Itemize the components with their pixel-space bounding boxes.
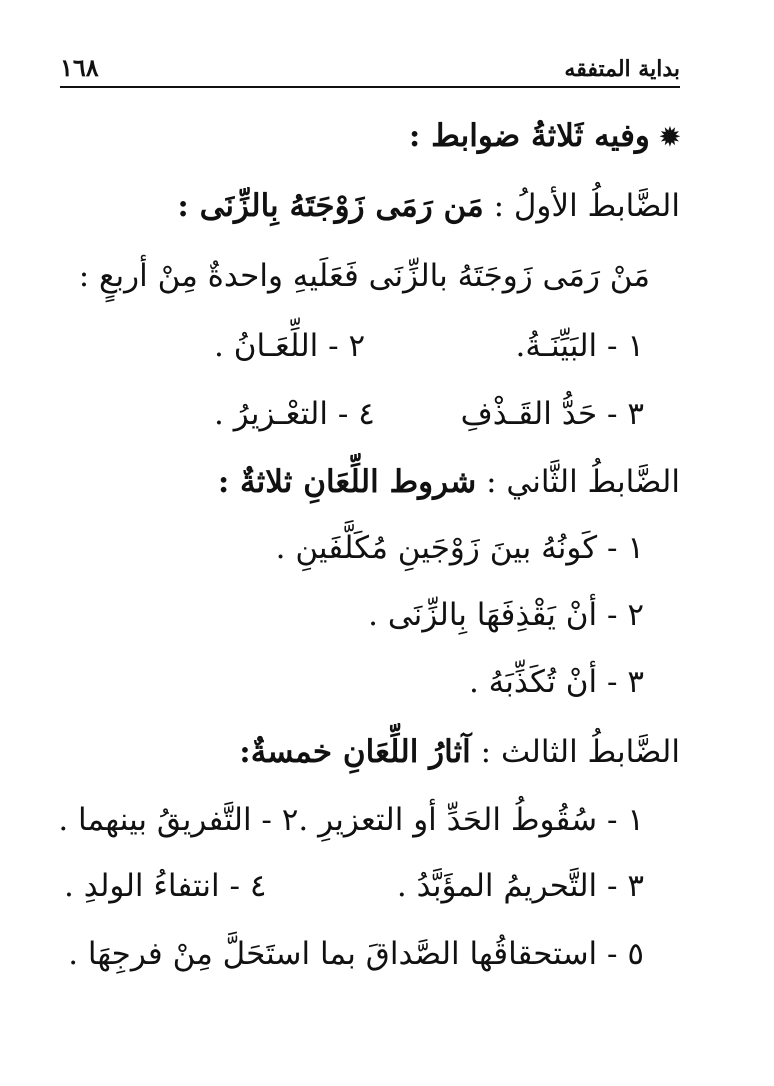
rule3-item-3: ٣ - التَّحريمُ المؤَبَّدُ . — [396, 868, 644, 904]
rule3-label: الضَّابطُ الثالث : — [480, 734, 680, 770]
rule1-item-1: ١ - البَيِّنَـةُ. — [515, 328, 644, 364]
rule2-item-2: ٢ - أنْ يَقْذِفَهَا بِالزِّنَى . — [368, 597, 644, 633]
rule2-item-1: ١ - كَونُهُ بينَ زَوْجَينِ مُكَلَّفَينِ . — [275, 530, 644, 566]
rule3-title: آثارُ اللِّعَانِ خمسةٌ: — [239, 734, 471, 770]
rule1-title: مَن رَمَى زَوْجَتَهُ بِالزِّنَى : — [177, 188, 484, 224]
rule3-items-row-2 — [64, 868, 644, 904]
rule2-heading — [218, 464, 680, 501]
rule1-item-4: ٤ - التعْـزيرُ . — [214, 396, 375, 432]
rule1-item-3: ٣ - حَدُّ القَـذْفِ — [460, 396, 644, 432]
rule3-items-row-1 — [58, 802, 644, 838]
rule1-heading — [177, 188, 680, 225]
running-title: بداية المتفقه — [564, 56, 680, 82]
rule3-item-2: ٢ - التَّفريقُ بينهما . — [58, 802, 299, 838]
bullet-icon: ✹ — [659, 122, 680, 152]
rule3-item-5: ٥ - استحقاقُها الصَّداقَ بما استَحَلَّ مِنْ فرجِهَا . — [68, 936, 644, 972]
rule1-item-2: ٢ - اللِّعَـانُ . — [214, 328, 366, 364]
rule1-statement: مَنْ رَمَى زَوجَتَهُ بالزِّنَى فَعَلَيهِ واحدةٌ مِنْ أربعٍ : — [78, 258, 650, 294]
rule2-title: شروط اللِّعَانِ ثلاثةٌ : — [217, 464, 477, 500]
rule1-label: الضَّابطُ الأولُ : — [493, 188, 680, 224]
section-heading-text: وفيه ثَلاثةُ ضوابط : — [408, 118, 650, 154]
rule1-items-row-1 — [214, 328, 644, 364]
page-header — [60, 44, 680, 88]
rule2-label: الضَّابطُ الثَّاني : — [486, 464, 680, 500]
rule2-item-3: ٣ - أنْ تُكَذِّبَهُ . — [468, 664, 644, 700]
rule3-item-4: ٤ - انتفاءُ الولدِ . — [64, 868, 267, 904]
page-number: ١٦٨ — [60, 53, 99, 82]
rule1-items-row-2 — [214, 396, 644, 432]
section-heading — [409, 118, 680, 155]
rule3-heading — [239, 734, 680, 771]
rule3-item-1: ١ - سُقُوطُ الحَدِّ أو التعزيرِ . — [298, 802, 644, 838]
